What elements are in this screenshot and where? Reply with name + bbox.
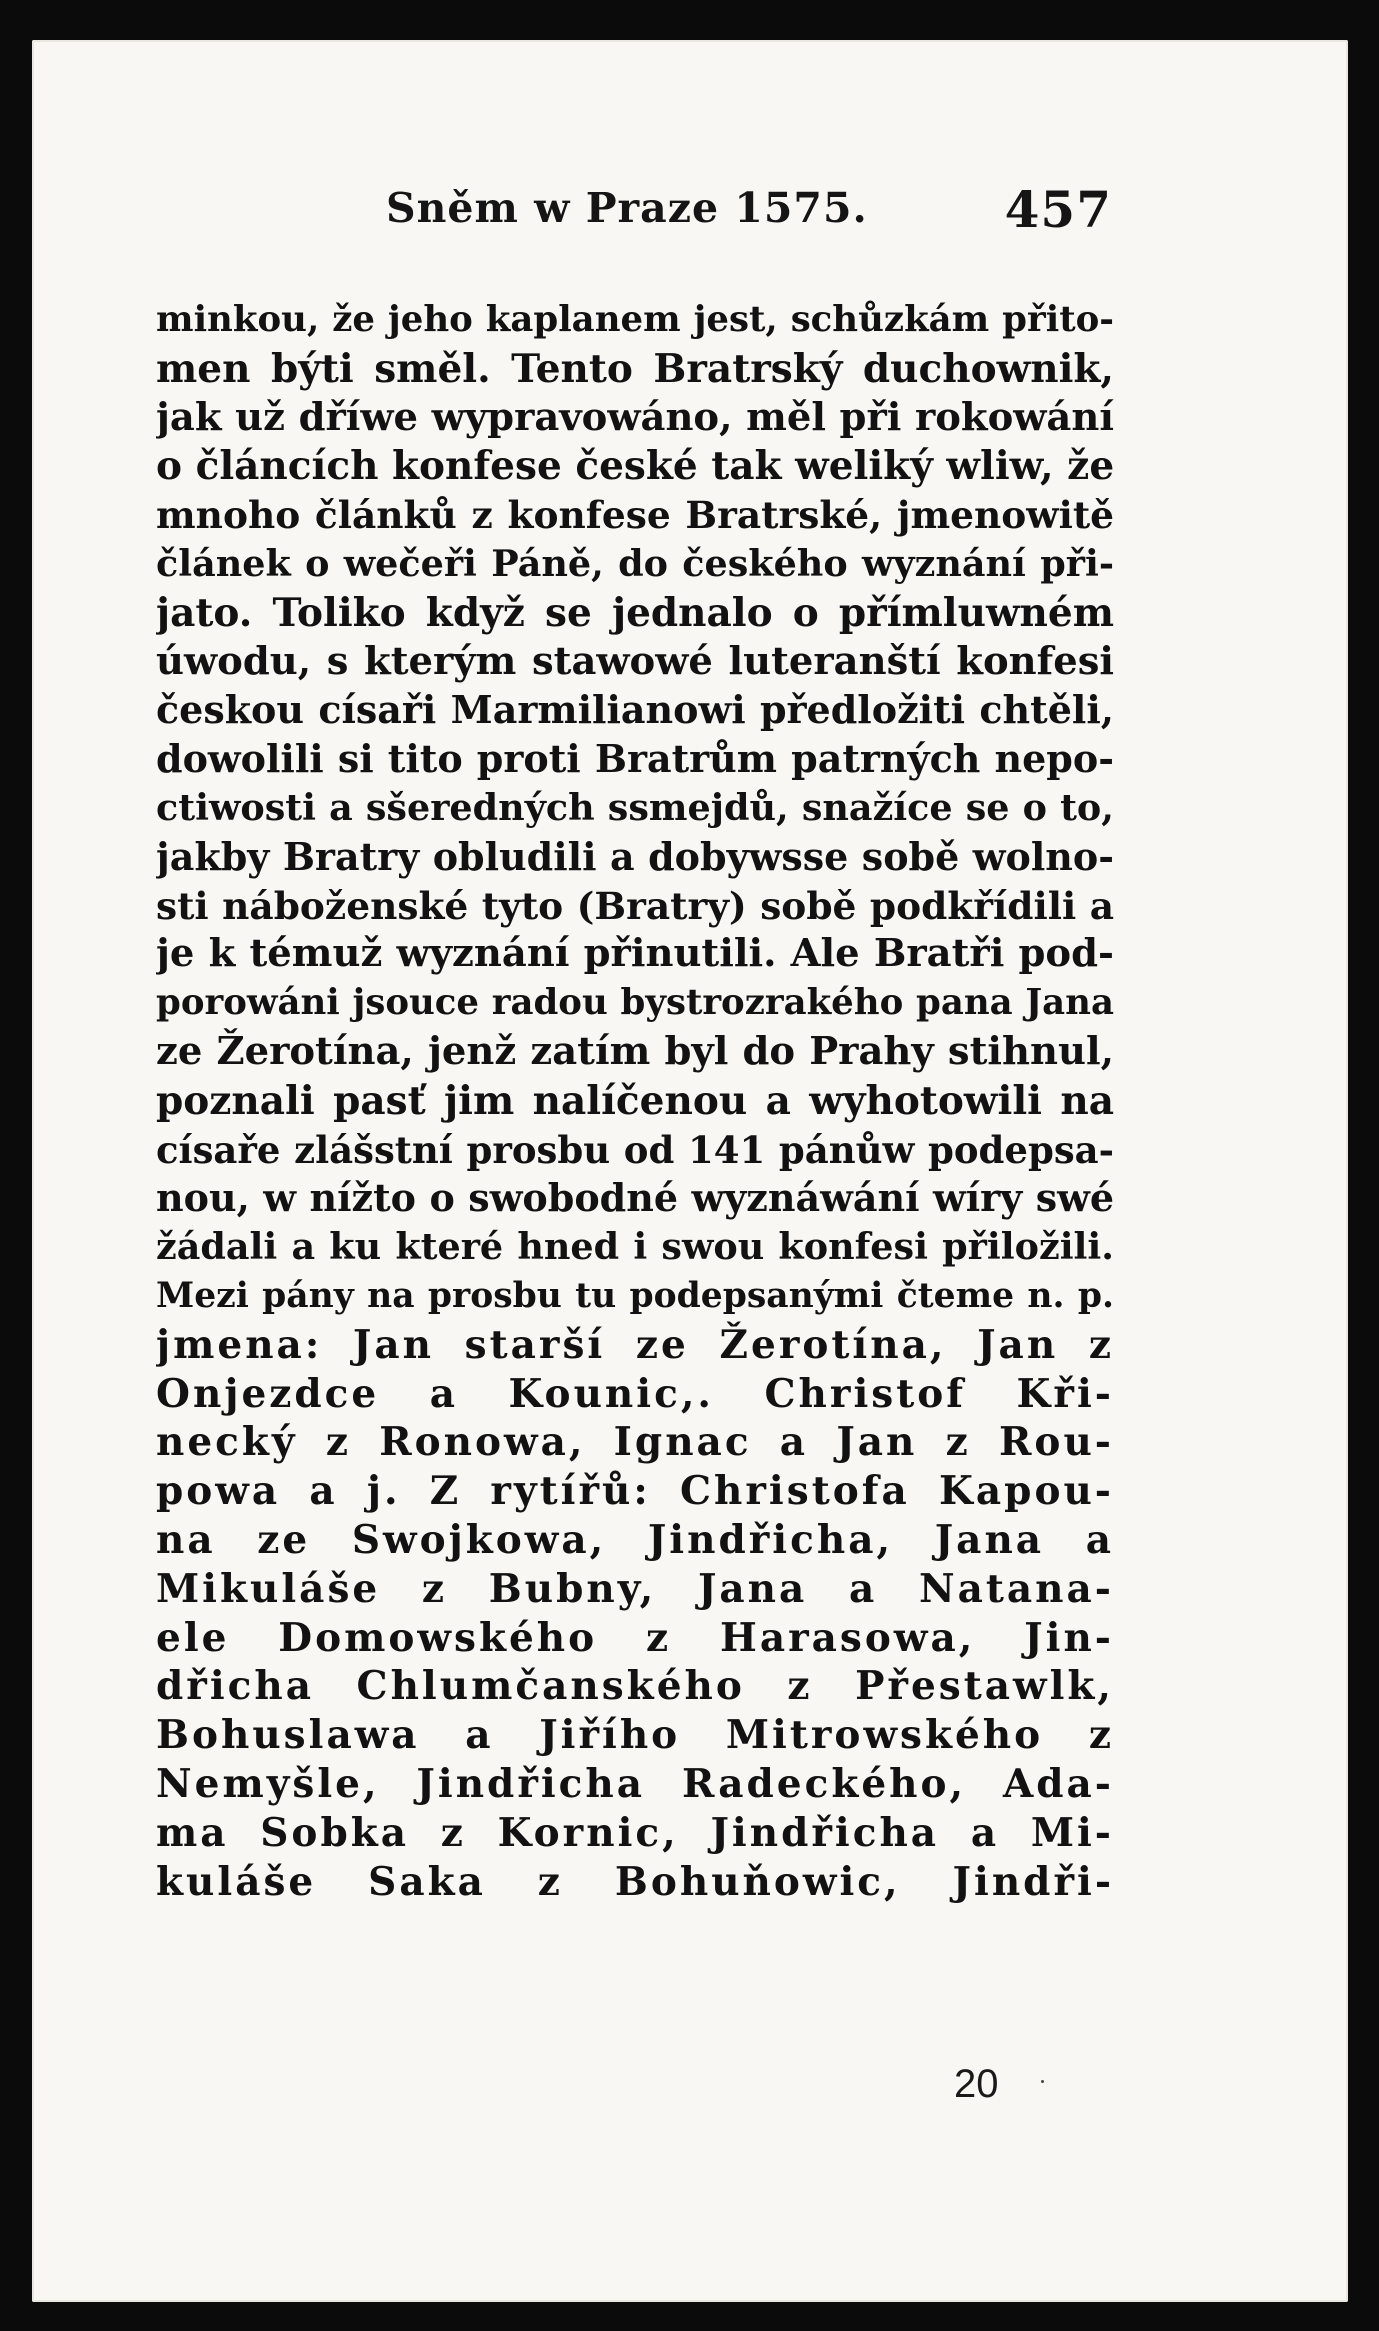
text-line: jak už dříwe wypravowáno, měl při rokowání xyxy=(156,394,1114,440)
text-line: powa a j. Z rytířů: Christofa Kapou- xyxy=(156,1468,1114,1515)
text-line: ctiwosti a sšeredných ssmejdů, snažíce se o to, xyxy=(156,785,1114,829)
text-line: poznali pasť jim nalíčenou a wyhotowili na xyxy=(156,1077,1114,1124)
text-line: jmena: Jan starší ze Žerotína, Jan z xyxy=(156,1321,1114,1368)
text-line: ele Domowského z Harasowa, Jin- xyxy=(156,1614,1114,1661)
text-line: českou císaři Marmilianowi předložiti chtěli, xyxy=(156,687,1114,733)
text-line: Mezi pány na prosbu tu podepsanými čteme n. p. xyxy=(156,1275,1114,1316)
text-line: mnoho článků z konfese Bratrské, jmenowitě xyxy=(156,493,1114,538)
text-line: sti náboženské tyto (Bratry) sobě podkřídili a xyxy=(156,883,1114,928)
text-line: císaře zlášstní prosbu od 141 pánůw podepsa- xyxy=(156,1127,1114,1172)
running-title: Sněm w Praze 1575. xyxy=(386,184,868,232)
text-line: kuláše Saka z Bohuňowic, Jindři- xyxy=(156,1858,1114,1905)
text-line: Bohuslawa a Jiřího Mitrowského z xyxy=(156,1712,1114,1759)
text-line: žádali a ku které hned i swou konfesi přiložili. xyxy=(156,1225,1114,1269)
text-line: ze Žerotína, jenž zatím byl do Prahy stihnul, xyxy=(156,1028,1114,1074)
text-line: ma Sobka z Kornic, Jindřicha a Mi- xyxy=(156,1809,1114,1856)
text-line: nou, w nížto o swobodné wyznáwání wíry swé xyxy=(156,1175,1114,1221)
ink-speck xyxy=(1041,2080,1044,2083)
page-header xyxy=(150,178,1112,248)
text-line: Nemyšle, Jindřicha Radeckého, Ada- xyxy=(156,1760,1114,1807)
text-line: jato. Toliko když se jednalo o přímluwném xyxy=(156,589,1114,636)
text-line: dřicha Chlumčanského z Přestawlk, xyxy=(156,1663,1114,1710)
text-line: o článcích konfese české tak weliký wliw, že xyxy=(156,443,1114,490)
page-number: 457 xyxy=(1004,180,1112,239)
text-line: Mikuláše z Bubny, Jana a Natana- xyxy=(156,1565,1114,1612)
text-line: článek o wečeři Páně, do českého wyznání při- xyxy=(156,541,1114,585)
text-line: men býti směl. Tento Bratrský duchownik, xyxy=(156,345,1114,392)
text-line: na ze Swojkowa, Jindřicha, Jana a xyxy=(156,1516,1114,1563)
text-line: minkou, že jeho kaplanem jest, schůzkám přito- xyxy=(156,299,1114,340)
text-line: jakby Bratry obludili a dobywsse sobě wolno- xyxy=(156,833,1114,879)
text-line: Onjezdce a Kounic,. Christof Kři- xyxy=(156,1370,1114,1417)
text-line: porowáni jsouce radou bystrozrakého pana Jana xyxy=(156,982,1114,1024)
text-line: necký z Ronowa, Ignac a Jan z Rou- xyxy=(156,1419,1114,1466)
signature-mark: 20 xyxy=(954,2062,999,2106)
text-line: úwodu, s kterým stawowé luteranští konfesi xyxy=(156,638,1114,684)
body-text xyxy=(156,296,1114,1906)
text-line: dowolili si tito proti Bratrům patrných nepo- xyxy=(156,736,1114,782)
text-line: je k témuž wyznání přinutili. Ale Bratři pod- xyxy=(156,931,1114,977)
